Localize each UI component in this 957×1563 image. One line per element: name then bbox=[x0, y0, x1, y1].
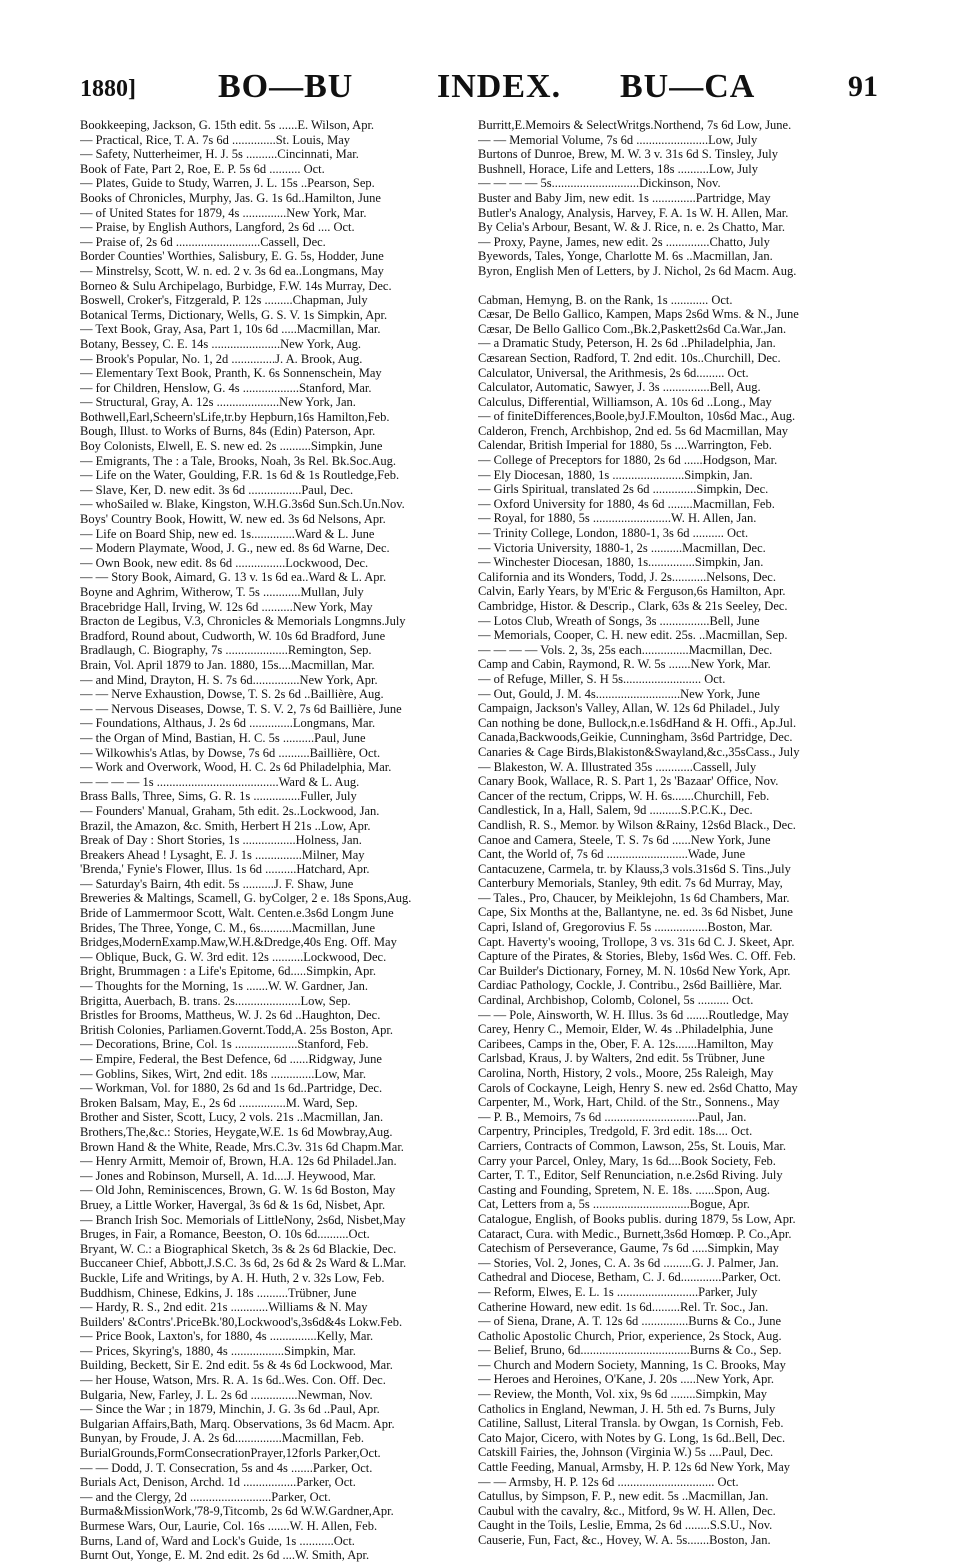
index-entry: Carpentry, Principles, Tredgold, F. 3rd edit. 18s.... Oct. bbox=[478, 1124, 753, 1139]
index-entry: Bridges,ModernExamp.Maw,W.H.&Dredge,40s Eng. Off. May bbox=[80, 935, 397, 950]
index-entry: Bright, Brummagen : a Life's Epitome, 6d.....Simpkin, Apr. bbox=[80, 964, 376, 979]
left-index-column bbox=[80, 118, 480, 1563]
index-entry: Burma&MissionWork,'78-9,Titcomb, 2s 6d W.W.Gardner,Apr. bbox=[80, 1504, 394, 1519]
index-entry: Catalogue, English, of Books publis. during 1879, 5s Low, Apr. bbox=[478, 1211, 796, 1226]
index-entry: — Blakeston, W. A. Illustrated 35s ............Cassell, July bbox=[478, 759, 757, 774]
index-entry: Brain, Vol. April 1879 to Jan. 1880, 15s....Macmillan, Mar. bbox=[80, 657, 375, 672]
index-entry: Bothwell,Earl,Scheern'sLife,tr.by Hepburn,16s Hamilton,Feb. bbox=[80, 409, 390, 424]
index-entry: Building, Beckett, Sir E. 2nd edit. 5s & 4s 6d Lockwood, Mar. bbox=[80, 1358, 393, 1373]
index-entry: Buster and Baby Jim, new edit. 1s ..............Partridge, May bbox=[478, 190, 771, 205]
index-entry: Bulgarian Affairs,Bath, Marq. Observations, 3s 6d Macm. Apr. bbox=[80, 1416, 395, 1431]
index-entry: Carols of Cockayne, Leigh, Henry S. new ed. 2s6d Chatto, May bbox=[478, 1080, 798, 1095]
index-entry: — Jones and Robinson, Mursell, A. 1d....J. Heywood, Mar. bbox=[80, 1168, 376, 1183]
index-entry: Burmese Wars, Our, Laurie, Col. 16s .......W. H. Allen, Feb. bbox=[80, 1519, 378, 1533]
index-entry: — Since the War ; in 1879, Minchin, J. G. 3s 6d ..Paul, Apr. bbox=[80, 1402, 380, 1417]
index-entry: Bradford, Round about, Cudworth, W. 10s 6d Bradford, June bbox=[80, 628, 386, 643]
index-entry: Broken Balsam, May, E., 2s 6d ...............M. Ward, Sep. bbox=[80, 1095, 358, 1110]
index-entry: — Safety, Nutterheimer, H. J. 5s ..........Cincinnati, Mar. bbox=[80, 147, 359, 162]
index-entry: Boswell, Croker's, Fitzgerald, P. 12s .........Chapman, July bbox=[80, 293, 368, 308]
index-entry: Catechism of Perseverance, Gaume, 7s 6d .....Simpkin, May bbox=[478, 1241, 779, 1256]
index-entry: Can nothing be done, Bullock,n.e.1s6dHand & H. Offi., Ap.Jul. bbox=[478, 715, 797, 730]
index-entry: — Ely Diocesan, 1880, 1s .......................Simpkin, Jan. bbox=[478, 467, 753, 482]
index-entry: — and Mind, Drayton, H. S. 7s 6d...............New York, Apr. bbox=[80, 672, 378, 687]
index-entry: Catullus, by Simpson, F. P., new edit. 5s ..Macmillan, Jan. bbox=[478, 1489, 769, 1504]
index-entry: Bookkeeping, Jackson, G. 15th edit. 5s ......E. Wilson, Apr. bbox=[80, 118, 375, 132]
index-entry: — — Nerve Exhaustion, Dowse, T. S. 2s 6d ..Baillière, Aug. bbox=[80, 687, 384, 702]
index-entry: Calculus, Differential, Williamson, A. 10s 6d ..Long., May bbox=[478, 394, 772, 409]
index-entry: Catholic Apostolic Church, Prior, experience, 2s Stock, Aug. bbox=[478, 1328, 782, 1343]
index-entry: — Slave, Ker, D. new edit. 3s 6d .................Paul, Dec. bbox=[80, 482, 354, 497]
index-entry: Candlish, R. S., Memor. by Wilson &Rainy, 12s6d Black., Dec. bbox=[478, 817, 796, 832]
index-entry: Brown Hand & the White, Reade, Mrs.C.3v. 31s 6d Chapm.Mar. bbox=[80, 1139, 404, 1154]
index-entry: Cape, Six Months at the, Ballantyne, ne. ed. 3s 6d Nisbet, June bbox=[478, 905, 793, 920]
index-entry: — — — — 5s............................Dickinson, Nov. bbox=[478, 176, 721, 191]
index-entry: Boys' Country Book, Howitt, W. new ed. 3s 6d Nelsons, Apr. bbox=[80, 512, 386, 527]
index-entry: — Branch Irish Soc. Memorials of LittleNony, 2s6d, Nisbet,May bbox=[80, 1212, 406, 1227]
index-entry: Causerie, Fun, Fact, &c., Hovey, W. A. 5s.......Boston, Jan. bbox=[478, 1533, 771, 1547]
index-entry: — Out, Gould, J. M. 4s...........................New York, June bbox=[478, 686, 760, 701]
index-entry: Canoe and Camera, Steele, T. S. 7s 6d ......New York, June bbox=[478, 832, 771, 847]
index-entry: Cabman, Hemyng, B. on the Rank, 1s ............ Oct. bbox=[478, 292, 733, 307]
index-entry: Canterbury Memorials, Stanley, 9th edit. 7s 6d Murray, May, bbox=[478, 876, 783, 891]
left-range-heading: BO—BU bbox=[218, 68, 354, 105]
index-entry: — of Refuge, Miller, S. H 5s......................... Oct. bbox=[478, 671, 726, 686]
page-number: 91 bbox=[848, 70, 878, 103]
index-entry: — whoSailed w. Blake, Kingston, W.H.G.3s6d Sun.Sch.Un.Nov. bbox=[80, 497, 405, 512]
index-entry: Catherine Howard, new edit. 1s 6d.........Rel. Tr. Soc., Jan. bbox=[478, 1299, 769, 1314]
index-entry: Bruey, a Little Worker, Havergal, 3s 6d & 1s 6d, Nisbet, Apr. bbox=[80, 1197, 386, 1212]
index-entry: — Hardy, R. S., 2nd edit. 21s ............Williams & N. May bbox=[80, 1300, 368, 1315]
index-entry: 'Brenda,' Fynie's Flower, Illus. 1s 6d ..........Hatchard, Apr. bbox=[80, 862, 370, 877]
index-entry: Calendar, British Imperial for 1880, 5s ....Warrington, Feb. bbox=[478, 438, 772, 453]
index-entry: — Founders' Manual, Graham, 5th edit. 2s..Lockwood, Jan. bbox=[80, 803, 380, 818]
index-entry: Cardinal, Archbishop, Colomb, Colonel, 5s .......... Oct. bbox=[478, 993, 754, 1008]
index-entry: — Life on Board Ship, new ed. 1s..............Ward & L. June bbox=[80, 526, 375, 541]
index-entry: — Thoughts for the Morning, 1s .......W. W. Gardner, Jan. bbox=[80, 979, 369, 994]
index-entry: — Heroes and Heroines, O'Kane, J. 20s .....New York, Apr. bbox=[478, 1372, 774, 1387]
index-entry: Bushnell, Horace, Life and Letters, 18s ..........Low, July bbox=[478, 161, 759, 176]
index-entry: Cant, the World of, 7s 6d ..........................Wade, June bbox=[478, 847, 746, 862]
index-entry: — Reform, Elwes, E. L. 1s ..........................Parker, July bbox=[478, 1284, 758, 1299]
index-entry: — — — — Vols. 2, 3s, 25s each...............Macmillan, Dec. bbox=[478, 642, 773, 657]
year-label: 1880] bbox=[80, 76, 136, 102]
index-entry: — Royal, for 1880, 5s .........................W. H. Allen, Jan. bbox=[478, 511, 757, 526]
index-entry: Bryant, W. C.: a Biographical Sketch, 3s & 2s 6d Blackie, Dec. bbox=[80, 1241, 397, 1256]
index-entry: Burritt,E.Memoirs & SelectWritgs.Northend, 7s 6d Low, June. bbox=[478, 118, 792, 132]
index-entry: — Practical, Rice, T. A. 7s 6d ..............St. Louis, May bbox=[80, 132, 351, 147]
index-entry: — Praise, by English Authors, Langford, 2s 6d .... Oct. bbox=[80, 220, 355, 235]
index-entry: Caribees, Camps in the, Ober, F. A. 12s.......Hamilton, May bbox=[478, 1036, 774, 1051]
index-entry: Car Builder's Dictionary, Forney, M. N. 10s6d New York, Apr. bbox=[478, 963, 791, 978]
index-entry: Bulgaria, New, Farley, J. L. 2s 6d ...............Newman, Nov. bbox=[80, 1387, 373, 1402]
index-entry: Calvin, Early Years, by M'Eric & Ferguson,6s Hamilton, Apr. bbox=[478, 584, 786, 599]
index-entry: — Trinity College, London, 1880-1, 3s 6d .......... Oct. bbox=[478, 526, 749, 541]
index-entry: Canaries & Cage Birds,Blakiston&Swayland,&c.,35sCass., July bbox=[478, 744, 800, 759]
index-entry: Bruges, in Fair, a Romance, Beeston, O. 10s 6d..........Oct. bbox=[80, 1227, 370, 1242]
index-entry: Byewords, Tales, Yonge, Charlotte M. 6s ..Macmillan, Jan. bbox=[478, 249, 773, 264]
index-entry: Cato Major, Cicero, with Notes by G. Long, 1s 6d..Bell, Dec. bbox=[478, 1430, 786, 1445]
index-entry: — Church and Modern Society, Manning, 1s C. Brooks, May bbox=[478, 1357, 786, 1372]
index-entry: Bough, Illust. to Works of Burns, 84s (Edin) Paterson, Apr. bbox=[80, 424, 376, 439]
index-entry: — Text Book, Gray, Asa, Part 1, 10s 6d .....Macmillan, Mar. bbox=[80, 322, 381, 337]
index-entry: — Structural, Gray, A. 12s ....................New York, Jan. bbox=[80, 395, 356, 410]
index-entry: — of Siena, Drane, A. T. 12s 6d ...............Burns & Co., June bbox=[478, 1314, 781, 1329]
index-entry: Carry your Parcel, Onley, Mary, 1s 6d....Book Society, Feb. bbox=[478, 1153, 776, 1168]
index-entry: — Life on the Water, Goulding, F.R. 1s 6d & 1s Routledge,Feb. bbox=[80, 468, 400, 483]
index-heading: INDEX. bbox=[437, 68, 562, 105]
index-entry: Cardiac Pathology, Cockle, J. Contribu., 2s6d Baillière, Mar. bbox=[478, 978, 783, 993]
index-entry: Catholics in England, Newman, J. H. 5th ed. 7s Burns, July bbox=[478, 1401, 776, 1416]
index-entry: Botany, Bessey, C. E. 14s ......................New York, Aug. bbox=[80, 336, 362, 351]
index-entry: Calculator, Automatic, Sawyer, J. 3s ...............Bell, Aug. bbox=[478, 380, 761, 395]
index-entry: Cæsar, De Bello Gallico, Kampen, Maps 2s6d Wms. & N., June bbox=[478, 307, 799, 322]
index-entry: Books of Chronicles, Murphy, Jas. G. 1s 6d..Hamilton, June bbox=[80, 190, 381, 205]
index-entry: Capt. Haverty's wooing, Trollope, 3 vs. 31s 6d C. J. Skeet, Apr. bbox=[478, 934, 795, 949]
index-entry: Carlsbad, Kraus, J. by Walters, 2nd edit. 5s Trübner, June bbox=[478, 1051, 765, 1066]
index-entry: — of United States for 1879, 4s ..............New York, Mar. bbox=[80, 205, 367, 220]
index-entry: — Plates, Guide to Study, Warren, J. L. 15s ..Pearson, Sep. bbox=[80, 176, 375, 191]
index-entry: Burns, Land of, Ward and Lock's Guide, 1s ...........Oct. bbox=[80, 1533, 355, 1548]
index-entry: Brazil, the Amazon, &c. Smith, Herbert H 21s ..Low, Apr. bbox=[80, 818, 371, 833]
index-entry: British Colonies, Parliamen.Governt.Todd,A. 25s Boston, Apr. bbox=[80, 1022, 394, 1037]
index-entry: Borneo & Sulu Archipelago, Burbidge, F.W. 14s Murray, Dec. bbox=[80, 278, 392, 293]
index-entry: Break of Day : Short Stories, 1s .................Holness, Jan. bbox=[80, 833, 362, 848]
index-entry: Boyne and Aghrim, Witherow, T. 5s ............Mullan, July bbox=[80, 585, 364, 599]
index-entry: — Praise of, 2s 6d ...........................Cassell, Dec. bbox=[80, 234, 326, 249]
index-entry: Carpenter, M., Work, Hart, Child. of the Str., Sonnens., May bbox=[478, 1095, 780, 1110]
index-entry: Bride of Lammermoor Scott, Walt. Centen.e.3s6d Longm June bbox=[80, 906, 394, 921]
index-entry: BurialGrounds,FormConsecrationPrayer,12forls Parker,Oct. bbox=[80, 1446, 381, 1461]
index-entry: Brass Balls, Three, Sims, G. R. 1s ...............Fuller, July bbox=[80, 789, 357, 804]
index-entry: Cancer of the rectum, Cripps, W. H. 6s.......Churchill, Feb. bbox=[478, 788, 770, 803]
index-entry: Camp and Cabin, Raymond, R. W. 5s .......New York, Mar. bbox=[478, 657, 771, 672]
index-section bbox=[80, 118, 480, 1563]
index-entry: — — Memorial Volume, 7s 6d .......................Low, July bbox=[478, 132, 758, 147]
index-entry: Bracton de Legibus, V.3, Chronicles & Memorials Longmns.July bbox=[80, 614, 406, 629]
index-entry: Border Counties' Worthies, Salisbury, E. G. 5s, Hodder, June bbox=[80, 249, 384, 264]
index-entry: — Foundations, Althaus, J. 2s 6d ..............Longmans, Mar. bbox=[80, 716, 376, 731]
index-entry: — Oblique, Buck, G. W. 3rd edit. 12s ..........Lockwood, Dec. bbox=[80, 949, 387, 964]
index-entry: Caubul with the cavalry, &c., Mitford, 9s W. H. Allen, Dec. bbox=[478, 1503, 776, 1518]
index-entry: Cæsar, De Bello Gallico Com.,Bk.2,Paskett2s6d Ca.War.,Jan. bbox=[478, 321, 787, 336]
index-entry: Cataract, Cura. with Medic., Burnett,3s6d Homœp. P. Co.,Apr. bbox=[478, 1226, 792, 1241]
index-entry: — Memorials, Cooper, C. H. new edit. 25s. ..Macmillan, Sep. bbox=[478, 628, 788, 643]
index-entry: Calderon, French, Archbishop, 2nd ed. 5s 6d Macmillan, May bbox=[478, 423, 789, 438]
index-entry: Bracebridge Hall, Irving, W. 12s 6d ..........New York, May bbox=[80, 599, 373, 614]
index-entry: — — Pole, Ainsworth, W. H. Illus. 3s 6d .......Routledge, May bbox=[478, 1007, 789, 1022]
index-entry: — Girls Spiritual, translated 2s 6d ..............Simpkin, Dec. bbox=[478, 482, 769, 497]
index-entry: — Decorations, Brine, Col. 1s ....................Stanford, Feb. bbox=[80, 1037, 369, 1052]
index-entry: — and the Clergy, 2d ..........................Parker, Oct. bbox=[80, 1489, 331, 1504]
index-entry: Campaign, Jackson's Valley, Allan, W. 12s 6d Philadel., July bbox=[478, 701, 780, 716]
index-entry: — her House, Watson, Mrs. R. A. 1s 6d..Wes. Con. Off. Dec. bbox=[80, 1373, 386, 1388]
index-entry: Capri, Island of, Gregorovius F. 5s .................Boston, Mar. bbox=[478, 920, 773, 935]
index-entry: By Celia's Arbour, Besant, W. & J. Rice, n. e. 2s Chatto, Mar. bbox=[478, 220, 785, 235]
index-entry: — Victoria University, 1880-1, 2s ..........Macmillan, Dec. bbox=[478, 540, 766, 555]
index-entry: — P. B., Memoirs, 7s 6d ..............................Paul, Jan. bbox=[478, 1109, 747, 1124]
index-entry: — Saturday's Bairn, 4th edit. 5s ..........J. F. Shaw, June bbox=[80, 876, 354, 891]
index-entry: — for Children, Henslow, G. 4s ..................Stanford, Mar. bbox=[80, 380, 372, 395]
index-entry: Canada,Backwoods,Geikie, Cunningham, 3s6d Partridge, Dec. bbox=[478, 730, 793, 745]
index-entry: Carey, Henry C., Memoir, Elder, W. 4s ..Philadelphia, June bbox=[478, 1022, 774, 1037]
index-entry: Botanical Terms, Dictionary, Wells, G. S. V. 1s Simpkin, Apr. bbox=[80, 307, 388, 322]
index-entry: — — — — 1s .......................................Ward & L. Aug. bbox=[80, 774, 360, 789]
index-entry: — — Story Book, Aimard, G. 13 v. 1s 6d ea..Ward & L. Apr. bbox=[80, 570, 387, 585]
index-entry: Carter, T. T., Editor, Self Renunciation, n.e.2s6d Riving. July bbox=[478, 1168, 783, 1183]
index-entry: — Empire, Federal, the Best Defence, 6d ......Ridgway, June bbox=[80, 1052, 382, 1066]
page-header bbox=[0, 0, 957, 120]
index-entry: — Old John, Reminiscences, Brown, G. W. 1s 6d Boston, May bbox=[80, 1183, 396, 1198]
index-entry: — Elementary Text Book, Pranth, K. 6s Sonnenschein, May bbox=[80, 366, 382, 381]
index-entry: Cantacuzene, Carmela, tr. by Klauss,3 vols.31s6d S. Tins.,July bbox=[478, 861, 791, 876]
index-entry: Catskill Fairies, the, Johnson (Virginia W.) 5s ....Paul, Dec. bbox=[478, 1445, 774, 1460]
index-entry: — Henry Armitt, Memoir of, Brown, H.A. 12s 6d Philadel.Jan. bbox=[80, 1154, 397, 1169]
index-section bbox=[478, 293, 878, 1548]
index-entry: — College of Preceptors for 1880, 2s 6d ......Hodgson, Mar. bbox=[478, 453, 778, 468]
index-entry: — Price Book, Laxton's, for 1880, 4s ...............Kelly, Mar. bbox=[80, 1329, 374, 1344]
index-entry: — Minstrelsy, Scott, W. n. ed. 2 v. 3s 6d ea..Longmans, May bbox=[80, 263, 384, 278]
index-entry: Byron, English Men of Letters, by J. Nichol, 2s 6d Macm. Aug. bbox=[478, 263, 797, 278]
index-entry: Breweries & Maltings, Scamell, G. byColger, 2 e. 18s Spons,Aug. bbox=[80, 891, 412, 906]
index-entry: — a Dramatic Study, Peterson, H. 2s 6d ..Philadelphia, Jan. bbox=[478, 336, 776, 351]
index-entry: — Workman, Vol. for 1880, 2s 6d and 1s 6d..Partridge, Dec. bbox=[80, 1081, 383, 1096]
index-entry: Brother and Sister, Scott, Lucy, 2 vols. 21s ..Macmillan, Jan. bbox=[80, 1110, 384, 1125]
index-entry: — Oxford University for 1880, 4s 6d ........Macmillan, Feb. bbox=[478, 496, 775, 511]
index-entry: — Prices, Skyring's, 1880, 4s .................Simpkin, Mar. bbox=[80, 1343, 356, 1358]
index-entry: Cattle Feeding, Manual, Armsby, H. P. 12s 6d New York, May bbox=[478, 1460, 791, 1475]
index-entry: Carolina, North, History, 2 vols., Moore, 25s Raleigh, May bbox=[478, 1066, 774, 1080]
index-entry: Cat, Letters from a, 5s ...............................Bogue, Apr. bbox=[478, 1197, 750, 1212]
index-entry: — Emigrants, The : a Tale, Brooks, Noah, 3s Rel. Bk.Soc.Aug. bbox=[80, 453, 396, 468]
index-entry: — — Dodd, J. T. Consecration, 5s and 4s .......Parker, Oct. bbox=[80, 1460, 373, 1475]
index-entry: — — Nervous Diseases, Dowse, T. S. V. 2, 7s 6d Baillière, June bbox=[80, 701, 402, 716]
index-entry: Cathedral and Diocese, Betham, C. J. 6d.............Parker, Oct. bbox=[478, 1270, 781, 1285]
index-entry: — Lotos Club, Wreath of Songs, 3s ................Bell, June bbox=[478, 613, 760, 628]
index-entry: Buccaneer Chief, Abbott,J.S.C. 3s 6d, 2s 6d & 2s Ward & L.Mar. bbox=[80, 1256, 407, 1271]
index-entry: — Brook's Popular, No. 1, 2d ..............J. A. Brook, Aug. bbox=[80, 351, 363, 366]
index-entry: Casting and Founding, Spretem, N. E. 18s. ......Spon, Aug. bbox=[478, 1182, 771, 1197]
right-range-heading: BU—CA bbox=[620, 68, 756, 105]
index-entry: Capture of the Pirates, & Stories, Bleby, 1s6d Wes. C. Off. Feb. bbox=[478, 949, 796, 964]
index-entry: — Review, the Month, Vol. xix, 9s 6d ........Simpkin, May bbox=[478, 1387, 768, 1402]
index-entry: Brigitta, Auerbach, B. trans. 2s.....................Low, Sep. bbox=[80, 993, 351, 1008]
index-entry: — Belief, Bruno, 6d...................................Burns & Co., Sep. bbox=[478, 1343, 782, 1358]
index-entry: Canary Book, Wallace, R. S. Part 1, 2s 'Bazaar' Office, Nov. bbox=[478, 774, 779, 789]
index-entry: Bristles for Brooms, Mattheus, W. J. 2s 6d ..Haughton, Dec. bbox=[80, 1008, 381, 1023]
right-index-column bbox=[478, 118, 878, 1548]
index-entry: Brides, The Three, Yonge, C. M., 6s..........Macmillan, June bbox=[80, 920, 376, 935]
index-entry: Buddhism, Chinese, Edkins, J. 18s ..........Trübner, June bbox=[80, 1285, 357, 1300]
index-entry: — Tales., Pro, Chaucer, by Meiklejohn, 1s 6d Chambers, Mar. bbox=[478, 890, 790, 905]
index-entry: Carriers, Contracts of Common, Lawson, 25s, St. Louis, Mar. bbox=[478, 1138, 786, 1153]
index-entry: — — Armsby, H. P. 12s 6d ............................... Oct. bbox=[478, 1474, 739, 1489]
index-entry: Burtons of Dunroe, Brew, M. W. 3 v. 31s 6d S. Tinsley, July bbox=[478, 147, 779, 162]
index-entry: Brothers,The,&c.: Stories, Heygate,W.E. 1s 6d Mowbray,Aug. bbox=[80, 1124, 393, 1139]
index-entry: California and its Wonders, Todd, J. 2s...........Nelsons, Dec. bbox=[478, 569, 776, 584]
index-entry: — Goblins, Sikes, Wirt, 2nd edit. 18s ..............Low, Mar. bbox=[80, 1066, 366, 1081]
index-entry: Burials Act, Denison, Archd. 1d .................Parker, Oct. bbox=[80, 1475, 356, 1490]
index-entry: Builders' &Contrs'.PriceBk.'80,Lockwood's,3s6d&4s Lokw.Feb. bbox=[80, 1314, 403, 1329]
index-entry: Book of Fate, Part 2, Roe, E. P. 5s 6d .......... Oct. bbox=[80, 161, 325, 176]
index-entry: Bradlaugh, C. Biography, 7s ....................Remington, Sep. bbox=[80, 643, 372, 658]
index-entry: — Stories, Vol. 2, Jones, C. A. 3s 6d .........G. J. Palmer, Jan. bbox=[478, 1255, 779, 1270]
index-entry: Bunyan, by Froude, J. A. 2s 6d...............Macmillan, Feb. bbox=[80, 1431, 365, 1446]
index-entry: — of finiteDifferences,Boole,byJ.F.Moulton, 10s6d Mac., Aug. bbox=[478, 409, 796, 424]
index-section bbox=[478, 118, 878, 279]
index-entry: Boy Colonists, Elwell, E. S. new ed. 2s ..........Simpkin, June bbox=[80, 439, 383, 454]
index-entry: Catiline, Sallust, Literal Transla. by Owgan, 1s Cornish, Feb. bbox=[478, 1416, 784, 1431]
index-entry: Calculator, Universal, the Arithmesis, 2s 6d......... Oct. bbox=[478, 365, 749, 380]
index-entry: — the Organ of Mind, Bastian, H. C. 5s ..........Paul, June bbox=[80, 730, 366, 745]
index-entry: Cambridge, Histor. & Descrip., Clark, 63s & 21s Seeley, Dec. bbox=[478, 599, 788, 613]
index-entry: — Work and Overwork, Wood, H. C. 2s 6d Philadelphia, Mar. bbox=[80, 760, 392, 775]
index-entry: Burnt Out, Yonge, E. M. 2nd edit. 2s 6d ....W. Smith, Apr. bbox=[80, 1548, 370, 1563]
index-entry: Buckle, Life and Writings, by A. H. Huth, 2 v. 32s Low, Feb. bbox=[80, 1270, 385, 1285]
index-entry: Cæsarean Section, Radford, T. 2nd edit. 10s..Churchill, Dec. bbox=[478, 350, 781, 365]
index-entry: Caught in the Toils, Leslie, Emma, 2s 6d ........S.S.U., Nov. bbox=[478, 1518, 773, 1533]
index-entry: — Modern Playmate, Wood, J. G., new ed. 8s 6d Warne, Dec. bbox=[80, 541, 390, 556]
index-entry: Breakers Ahead ! Lysaght, E. J. 1s ...............Milner, May bbox=[80, 847, 365, 862]
index-entry: — Proxy, Payne, James, new edit. 2s ..............Chatto, July bbox=[478, 234, 770, 249]
index-entry: Candlestick, In a, Hall, Salem, 9d ..........S.P.C.K., Dec. bbox=[478, 803, 753, 818]
index-entry: — Own Book, new edit. 8s 6d ................Lockwood, Dec. bbox=[80, 555, 369, 570]
index-entry: — Wilkowhis's Atlas, by Dowse, 7s 6d ..........Baillière, Oct. bbox=[80, 745, 381, 760]
index-entry: — Winchester Diocesan, 1880, 1s...............Simpkin, Jan. bbox=[478, 555, 764, 570]
index-entry: Butler's Analogy, Analysis, Harvey, F. A. 1s W. H. Allen, Mar. bbox=[478, 205, 789, 220]
